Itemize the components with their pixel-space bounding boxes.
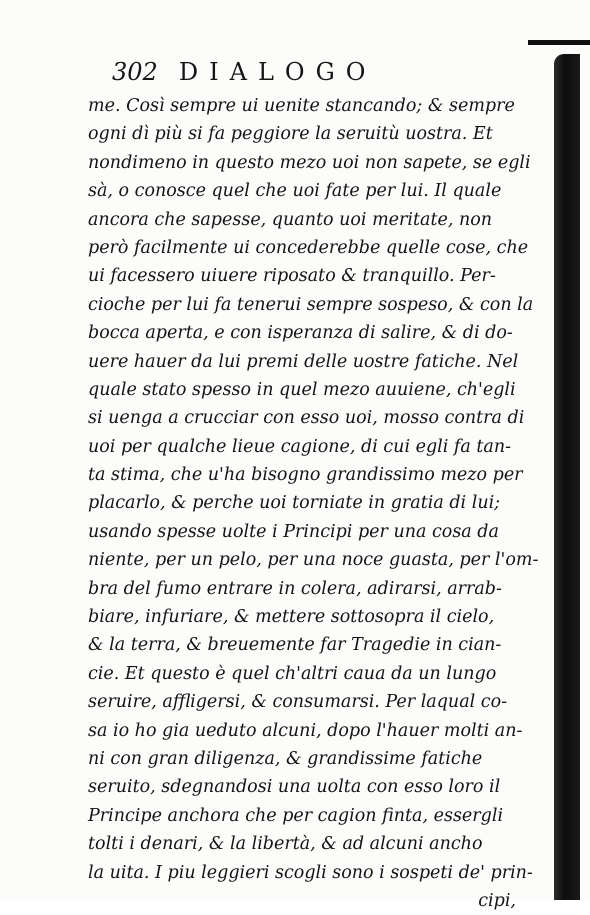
text-line: uoi per qualche lieue cagione, di cui egli fa tan- [88, 436, 512, 457]
text-line: nondimeno in questo mezo uoi non sapete, se egli [88, 152, 531, 173]
text-line: ta stima, che u'ha bisogno grandissimo mezo per [88, 465, 523, 486]
text-line: seruire, affligersi, & consumarsi. Per laqual co- [88, 692, 508, 713]
text-line: seruito, sdegnandosi una uolta con esso loro il [88, 777, 501, 798]
text-line: la uita. I piu leggieri scogli sono i sospeti de' prin- [88, 862, 533, 883]
text-line: bra del fumo entrare in colera, adirarsi, arrab- [88, 578, 502, 599]
binding-top-edge [528, 40, 590, 45]
text-line: cioche per lui fa tenerui sempre sospeso, & con la [88, 294, 534, 315]
text-line: si uenga a crucciar con esso uoi, mosso contra di [88, 408, 525, 429]
page-header [112, 58, 376, 86]
text-line: uere hauer da lui premi delle uostre fatiche. Nel [88, 351, 519, 372]
binding-spine [554, 54, 580, 900]
text-line: cie. Et questo è quel ch'altri caua da un lungo [88, 663, 497, 684]
page-number: 302 [112, 58, 158, 86]
text-line: biare, infuriare, & mettere sottosopra il cielo, [88, 607, 495, 628]
body-text [88, 92, 539, 915]
text-line: usando spesse uolte i Principi per una cosa da [88, 521, 499, 542]
text-line: niente, per un pelo, per una noce guasta, per l'om- [88, 550, 539, 571]
text-line: ni con gran diligenza, & grandissime fatiche [88, 748, 483, 769]
text-line: sa io ho gia ueduto alcuni, dopo l'hauer molti an- [88, 720, 523, 741]
text-line: ogni dì più si fa peggiore la seruitù uostra. Et [88, 124, 493, 145]
text-line: quale stato spesso in quel mezo auuiene, ch'egli [88, 379, 516, 400]
text-line: ancora che sapesse, quanto uoi meritate, non [88, 209, 493, 230]
text-line: ui facessero uiuere riposato & tranquillo. Per- [88, 266, 496, 287]
text-line: me. Così sempre ui uenite stancando; & sempre [88, 96, 515, 116]
text-line: bocca aperta, e con isperanza di salire, & di do- [88, 323, 513, 344]
text-line: placarlo, & perche uoi torniate in gratia di lui; [88, 493, 501, 514]
text-line: tolti i denari, & la libertà, & ad alcuni ancho [88, 834, 483, 855]
book-binding-gutter [528, 40, 590, 900]
text-line: & la terra, & breuemente far Tragedie in cian- [88, 635, 502, 656]
running-title: DIALOGO [178, 58, 377, 86]
text-line: Principe anchora che per cagion finta, essergli [88, 805, 504, 826]
catchword: cipi, [478, 890, 516, 911]
text-line: sà, o conosce quel che uoi fate per lui. Il quale [88, 181, 502, 202]
text-line: però facilmente ui concederebbe quelle cose, che [88, 237, 529, 258]
